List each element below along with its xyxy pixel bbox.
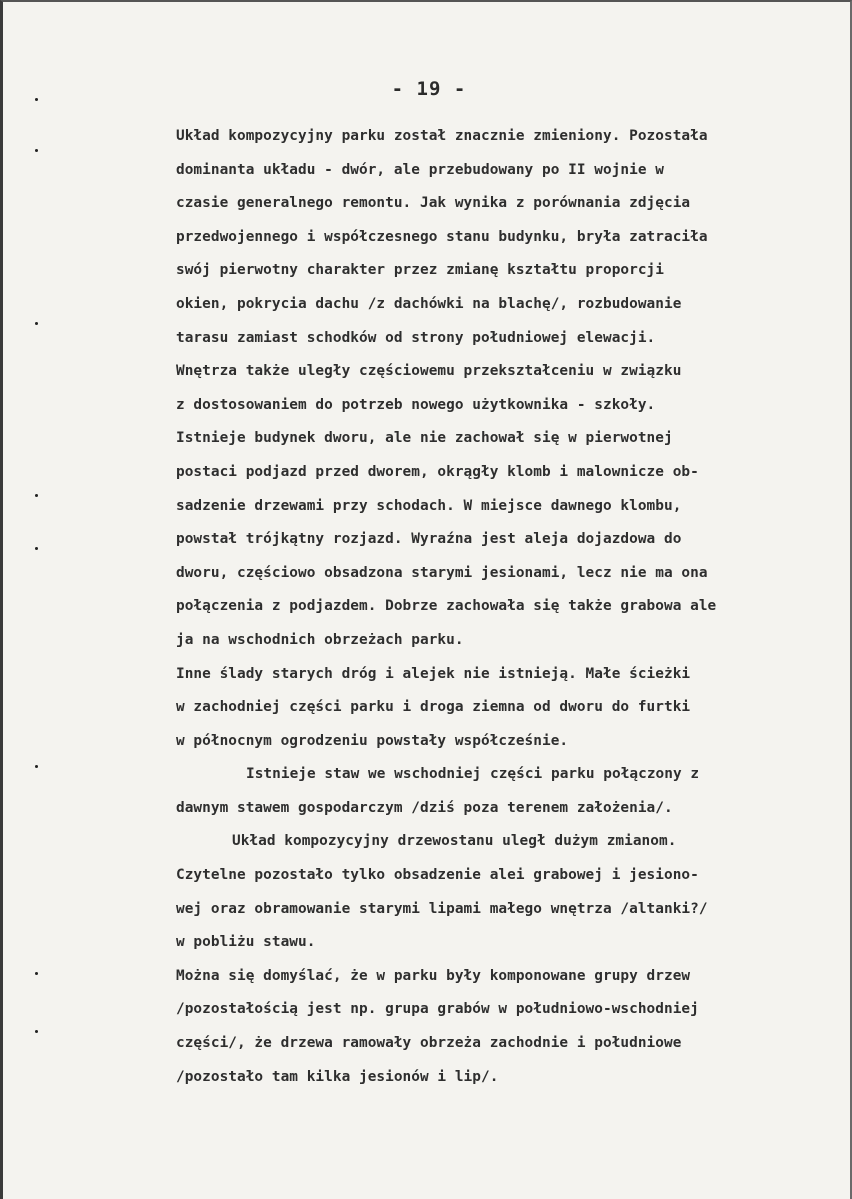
text-line: w północnym ogrodzeniu powstały współcześnie. bbox=[176, 732, 569, 749]
margin-mark bbox=[35, 494, 38, 497]
text-line: powstał trójkątny rozjazd. Wyraźna jest aleja dojazdowa do bbox=[176, 531, 682, 548]
text-line: ja na wschodnich obrzeżach parku. bbox=[176, 631, 464, 648]
margin-mark bbox=[35, 547, 38, 550]
text-line: w zachodniej części parku i droga ziemna od dworu do furtki bbox=[176, 699, 691, 716]
text-line: /pozostało tam kilka jesionów i lip/. bbox=[176, 1068, 499, 1085]
margin-mark bbox=[35, 149, 38, 152]
page-number: - 19 - bbox=[391, 78, 467, 100]
text-line: swój pierwotny charakter przez zmianę kształtu proporcji bbox=[176, 262, 664, 279]
text-line: Wnętrza także uległy częściowemu przekształceniu w związku bbox=[176, 363, 682, 380]
text-line: przedwojennego i współczesnego stanu budynku, bryła zatraciła bbox=[176, 228, 708, 245]
text-line: dominanta układu - dwór, ale przebudowany po II wojnie w bbox=[176, 161, 664, 178]
margin-mark bbox=[35, 1030, 38, 1033]
margin-mark bbox=[35, 972, 38, 975]
text-line: dawnym stawem gospodarczym /dziś poza terenem założenia/. bbox=[176, 799, 673, 816]
text-line: Układ kompozycyjny drzewostanu uległ dużym zmianom. bbox=[232, 833, 677, 850]
text-line: Istnieje budynek dworu, ale nie zachował się w pierwotnej bbox=[176, 430, 673, 447]
text-line: z dostosowaniem do potrzeb nowego użytkownika - szkoły. bbox=[176, 396, 656, 413]
text-line: w pobliżu stawu. bbox=[176, 934, 316, 951]
text-line: części/, że drzewa ramowały obrzeża zachodnie i południowe bbox=[176, 1035, 682, 1052]
text-line: połączenia z podjazdem. Dobrze zachowała się także grabowa ale bbox=[176, 598, 717, 615]
text-line: Można się domyślać, że w parku były komponowane grupy drzew bbox=[176, 967, 691, 984]
text-line: wej oraz obramowanie starymi lipami małego wnętrza /altanki?/ bbox=[176, 900, 708, 917]
text-line: Inne ślady starych dróg i alejek nie istnieją. Małe ścieżki bbox=[176, 665, 691, 682]
text-line: postaci podjazd przed dworem, okrągły klomb i malownicze ob- bbox=[176, 463, 699, 480]
text-line: sadzenie drzewami przy schodach. W miejsce dawnego klombu, bbox=[176, 497, 682, 514]
text-line: czasie generalnego remontu. Jak wynika z porównania zdjęcia bbox=[176, 195, 691, 212]
text-line: dworu, częściowo obsadzona starymi jesionami, lecz nie ma ona bbox=[176, 564, 708, 581]
text-line: Istnieje staw we wschodniej części parku połączony z bbox=[246, 766, 700, 783]
margin-mark bbox=[35, 765, 38, 768]
text-line: tarasu zamiast schodków od strony południowej elewacji. bbox=[176, 329, 656, 346]
body-text bbox=[176, 120, 836, 1094]
text-line: /pozostałością jest np. grupa grabów w południowo-wschodniej bbox=[176, 1001, 699, 1018]
text-line: Układ kompozycyjny parku został znacznie zmieniony. Pozostała bbox=[176, 128, 708, 144]
text-line: Czytelne pozostało tylko obsadzenie alei grabowej i jesiono- bbox=[176, 867, 699, 884]
text-line: okien, pokrycia dachu /z dachówki na blachę/, rozbudowanie bbox=[176, 295, 682, 312]
margin-mark bbox=[35, 322, 38, 325]
